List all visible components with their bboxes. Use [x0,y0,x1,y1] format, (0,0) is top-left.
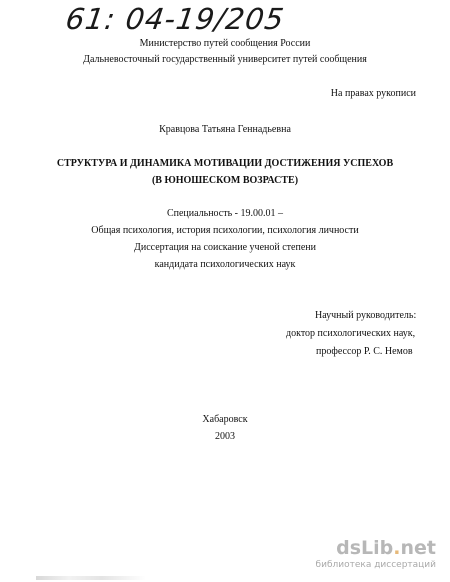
specialty-code: Специальность - 19.00.01 – [166,208,284,219]
scan-edge-artifact [36,576,146,580]
handwritten-archive-code: 61: 04-19/205 [63,2,287,36]
ministry-line: Министерство путей сообщения России [139,38,311,49]
dissertation-title-line-2: (В ЮНОШЕСКОМ ВОЗРАСТЕ) [151,175,299,186]
dissertation-title-line-1: СТРУКТУРА И ДИНАМИКА МОТИВАЦИИ ДОСТИЖЕНИЯ УСПЕХОВ [56,158,394,169]
academic-degree: кандидата психологических наук [154,259,296,270]
watermark-logo-tld: net [400,537,436,559]
watermark-logo-main: dsLib [336,537,394,559]
specialty-fields: Общая психология, история психологии, психология личности [91,225,359,236]
advisor-degree: доктор психологических наук, [286,328,416,339]
watermark-subtitle: библиотека диссертаций [315,560,436,570]
advisor-label: Научный руководитель: [315,310,417,321]
manuscript-rights-note: На правах рукописи [330,88,416,99]
watermark-logo [336,537,436,559]
year: 2003 [215,431,235,442]
city: Хабаровск [202,414,248,425]
advisor-name: профессор Р. С. Немов [316,346,413,357]
dslib-watermark [315,537,436,577]
author-name: Кравцова Татьяна Геннадьевна [159,124,291,135]
dissertation-purpose: Диссертация на соискание ученой степени [134,242,316,253]
watermark-logo-dot: . [393,537,401,559]
university-line: Дальневосточный государственный университет путей сообщения [83,54,367,65]
